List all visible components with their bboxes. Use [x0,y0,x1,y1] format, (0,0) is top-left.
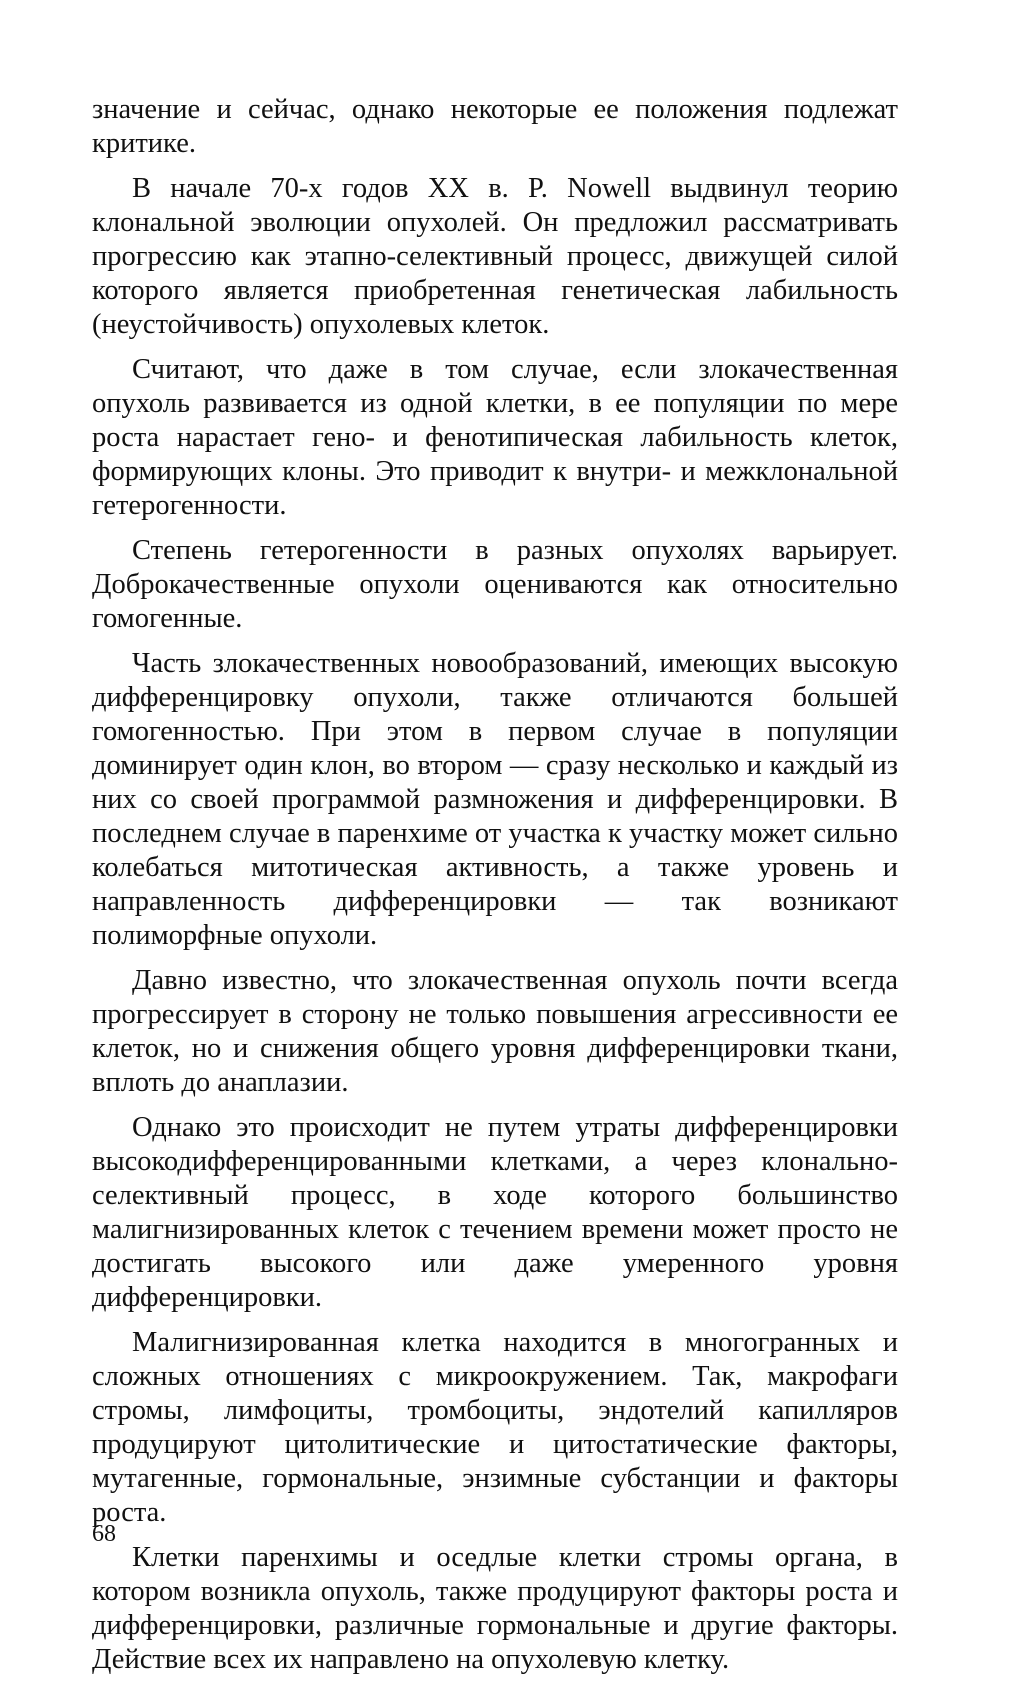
page-number: 68 [92,1521,116,1547]
paragraph-4: Степень гетерогенности в разных опухолях варьирует. Доброкачественные опухоли оцениваются как относительно гомогенные. [92,535,898,634]
paragraph-1: значение и сейчас, однако некоторые ее положения подлежат критике. [92,94,898,159]
page-text [92,93,898,1688]
paragraph-8: Малигнизированная клетка находится в многогранных и сложных отношениях с микроокружением. Так, макрофаги стромы, лимфоциты, тромбоциты, эндотелий капилляров продуцируют цитолитические и цитостатические факторы, мутагенные, гормональные, энзимные субстанции и факторы роста. [92,1327,898,1528]
paragraph-2: В начале 70-х годов XX в. P. Nowell выдвинул теорию клональной эволюции опухолей. Он предложил рассматривать прогрессию как этапно-селективный процесс, движущей силой которого является приобретенная генетическая лабильность (неустойчивость) опухолевых клеток. [92,173,898,340]
paragraph-7: Однако это происходит не путем утраты дифференцировки высокодифференцированными клетками, а через клонально-селективный процесс, в ходе которого большинство малигнизированных клеток с течением времени может просто не достигать высокого или даже умеренного уровня дифференцировки. [92,1112,898,1313]
paragraph-5: Часть злокачественных новообразований, имеющих высокую дифференцировку опухоли, также отличаются большей гомогенностью. При этом в первом случае в популяции доминирует один клон, во втором — сразу несколько и каждый из них со своей программой размножения и дифференцировки. В последнем случае в паренхиме от участка к участку может сильно колебаться митотическая активность, а также уровень и направленность дифференцировки — так возникают полиморфные опухоли. [92,648,898,951]
paragraph-9: Клетки паренхимы и оседлые клетки стромы органа, в котором возникла опухоль, также продуцируют факторы роста и дифференцировки, различные гормональные и другие факторы. Действие всех их направлено на опухолевую клетку. [92,1542,898,1675]
paragraph-6: Давно известно, что злокачественная опухоль почти всегда прогрессирует в сторону не только повышения агрессивности ее клеток, но и снижения общего уровня дифференцировки ткани, вплоть до анаплазии. [92,965,898,1098]
paragraph-3: Считают, что даже в том случае, если злокачественная опухоль развивается из одной клетки, в ее популяции по мере роста нарастает гено- и фенотипическая лабильность клеток, формирующих клоны. Это приводит к внутри- и межклональной гетерогенности. [92,354,898,521]
